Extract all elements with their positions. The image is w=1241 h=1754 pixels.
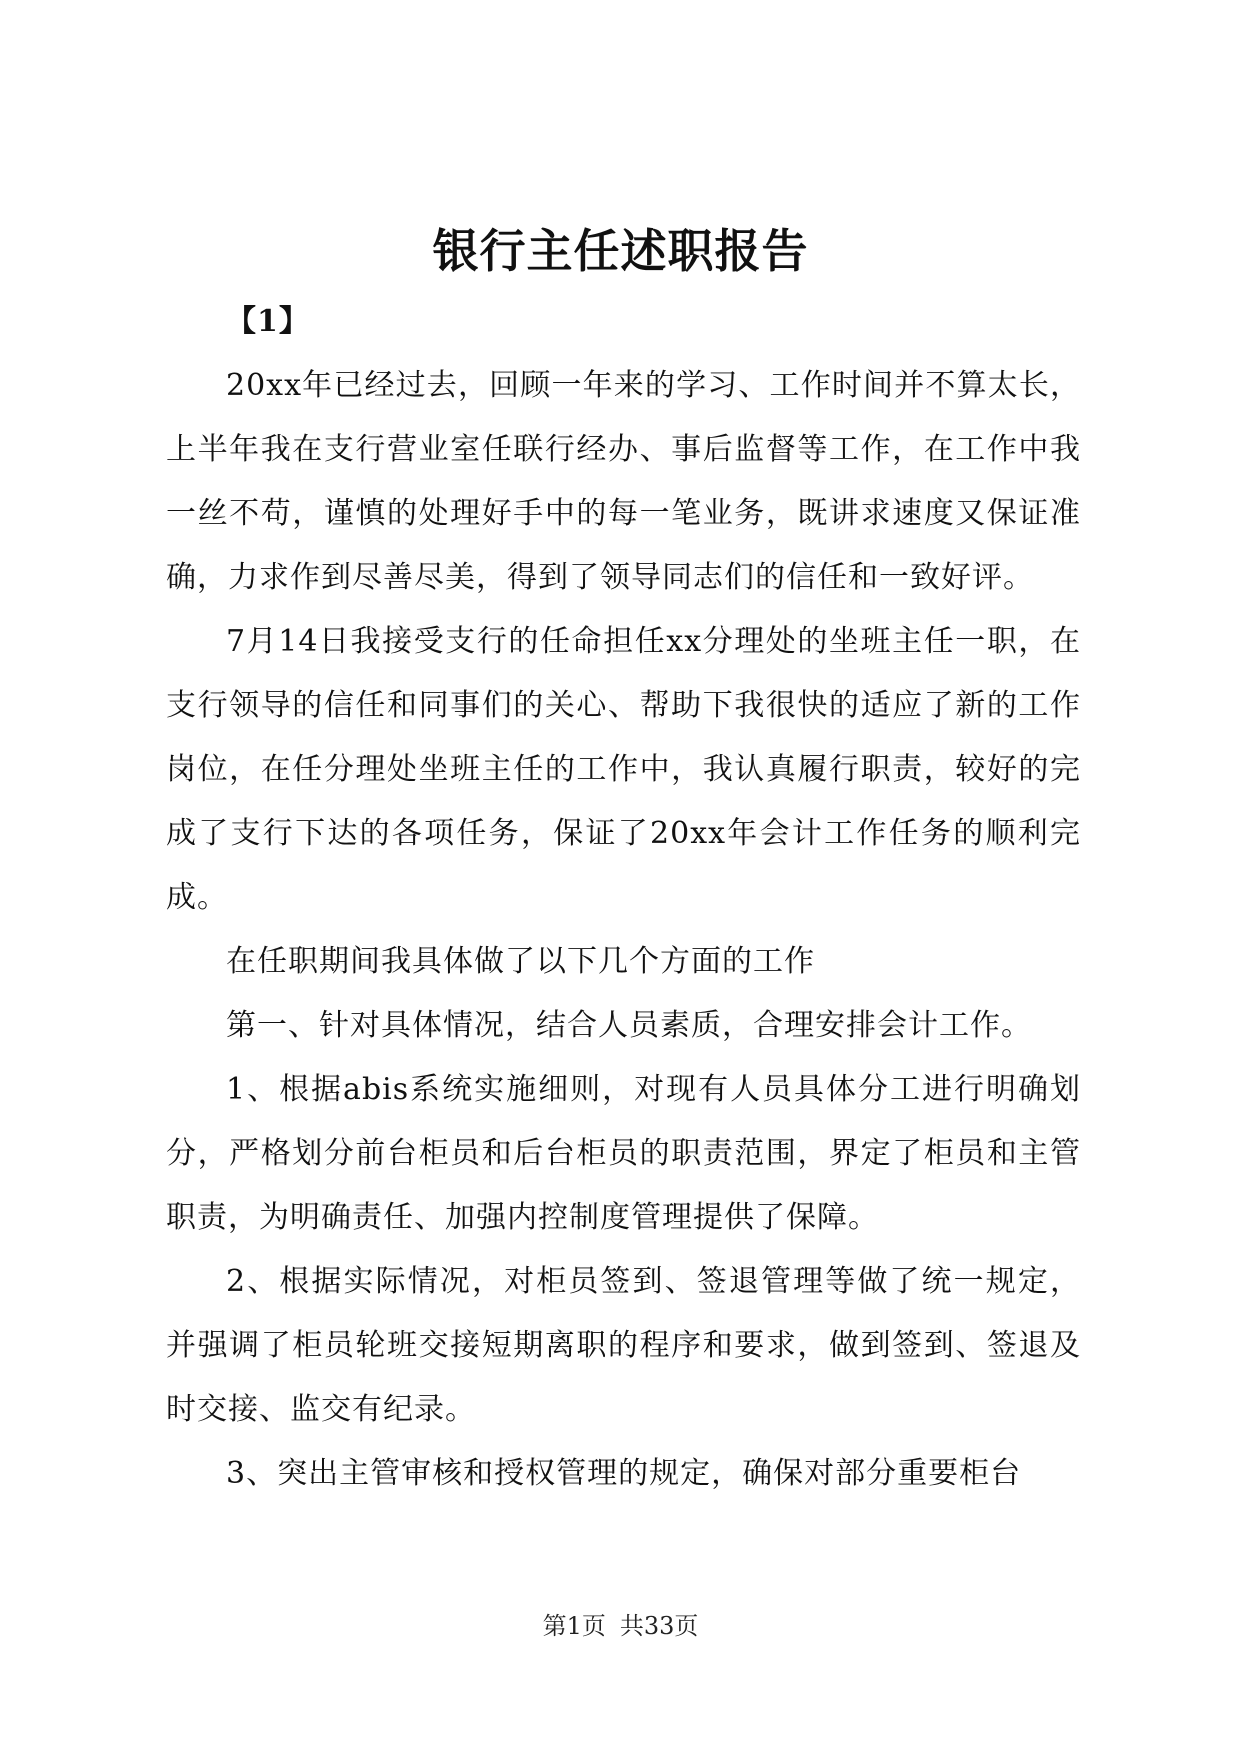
paragraph: 第一、针对具体情况，结合人员素质，合理安排会计工作。: [226, 1008, 1032, 1043]
paragraph: 3、突出主管审核和授权管理的规定，确保对部分重要柜台: [226, 1456, 1022, 1491]
paragraph: 1、根据abis系统实施细则，对现有人员具体分工进行明确划分，严格划分前台柜员和后台柜员的职责范围，界定了柜员和主管职责，为明确责任、加强内控制度管理提供了保障。: [166, 1072, 1081, 1235]
paragraph: 7月14日我接受支行的任命担任xx分理处的坐班主任一职，在支行领导的信任和同事们的关心、帮助下我很快的适应了新的工作岗位，在任分理处坐班主任的工作中，我认真履行职责，较好的完成了支行下达的各项任务，保证了20xx年会计工作任务的顺利完成。: [166, 624, 1081, 915]
page-total: 共33页: [619, 1612, 699, 1640]
paragraph: 20xx年已经过去，回顾一年来的学习、工作时间并不算太长，上半年我在支行营业室任联行经办、事后监督等工作，在工作中我一丝不苟，谨慎的处理好手中的每一笔业务，既讲求速度又保证准确，力求作到尽善尽美，得到了领导同志们的信任和一致好评。: [166, 368, 1081, 595]
page-number: 第1页: [542, 1612, 606, 1640]
document-title: 银行主任述职报告: [432, 224, 809, 278]
section-marker: 【1】: [226, 304, 310, 339]
document-body: [166, 290, 1081, 1506]
paragraph: 2、根据实际情况，对柜员签到、签退管理等做了统一规定，并强调了柜员轮班交接短期离职的程序和要求，做到签到、签退及时交接、监交有纪录。: [166, 1264, 1081, 1427]
paragraph: 在任职期间我具体做了以下几个方面的工作: [226, 944, 815, 979]
page-footer: [0, 1610, 1241, 1642]
